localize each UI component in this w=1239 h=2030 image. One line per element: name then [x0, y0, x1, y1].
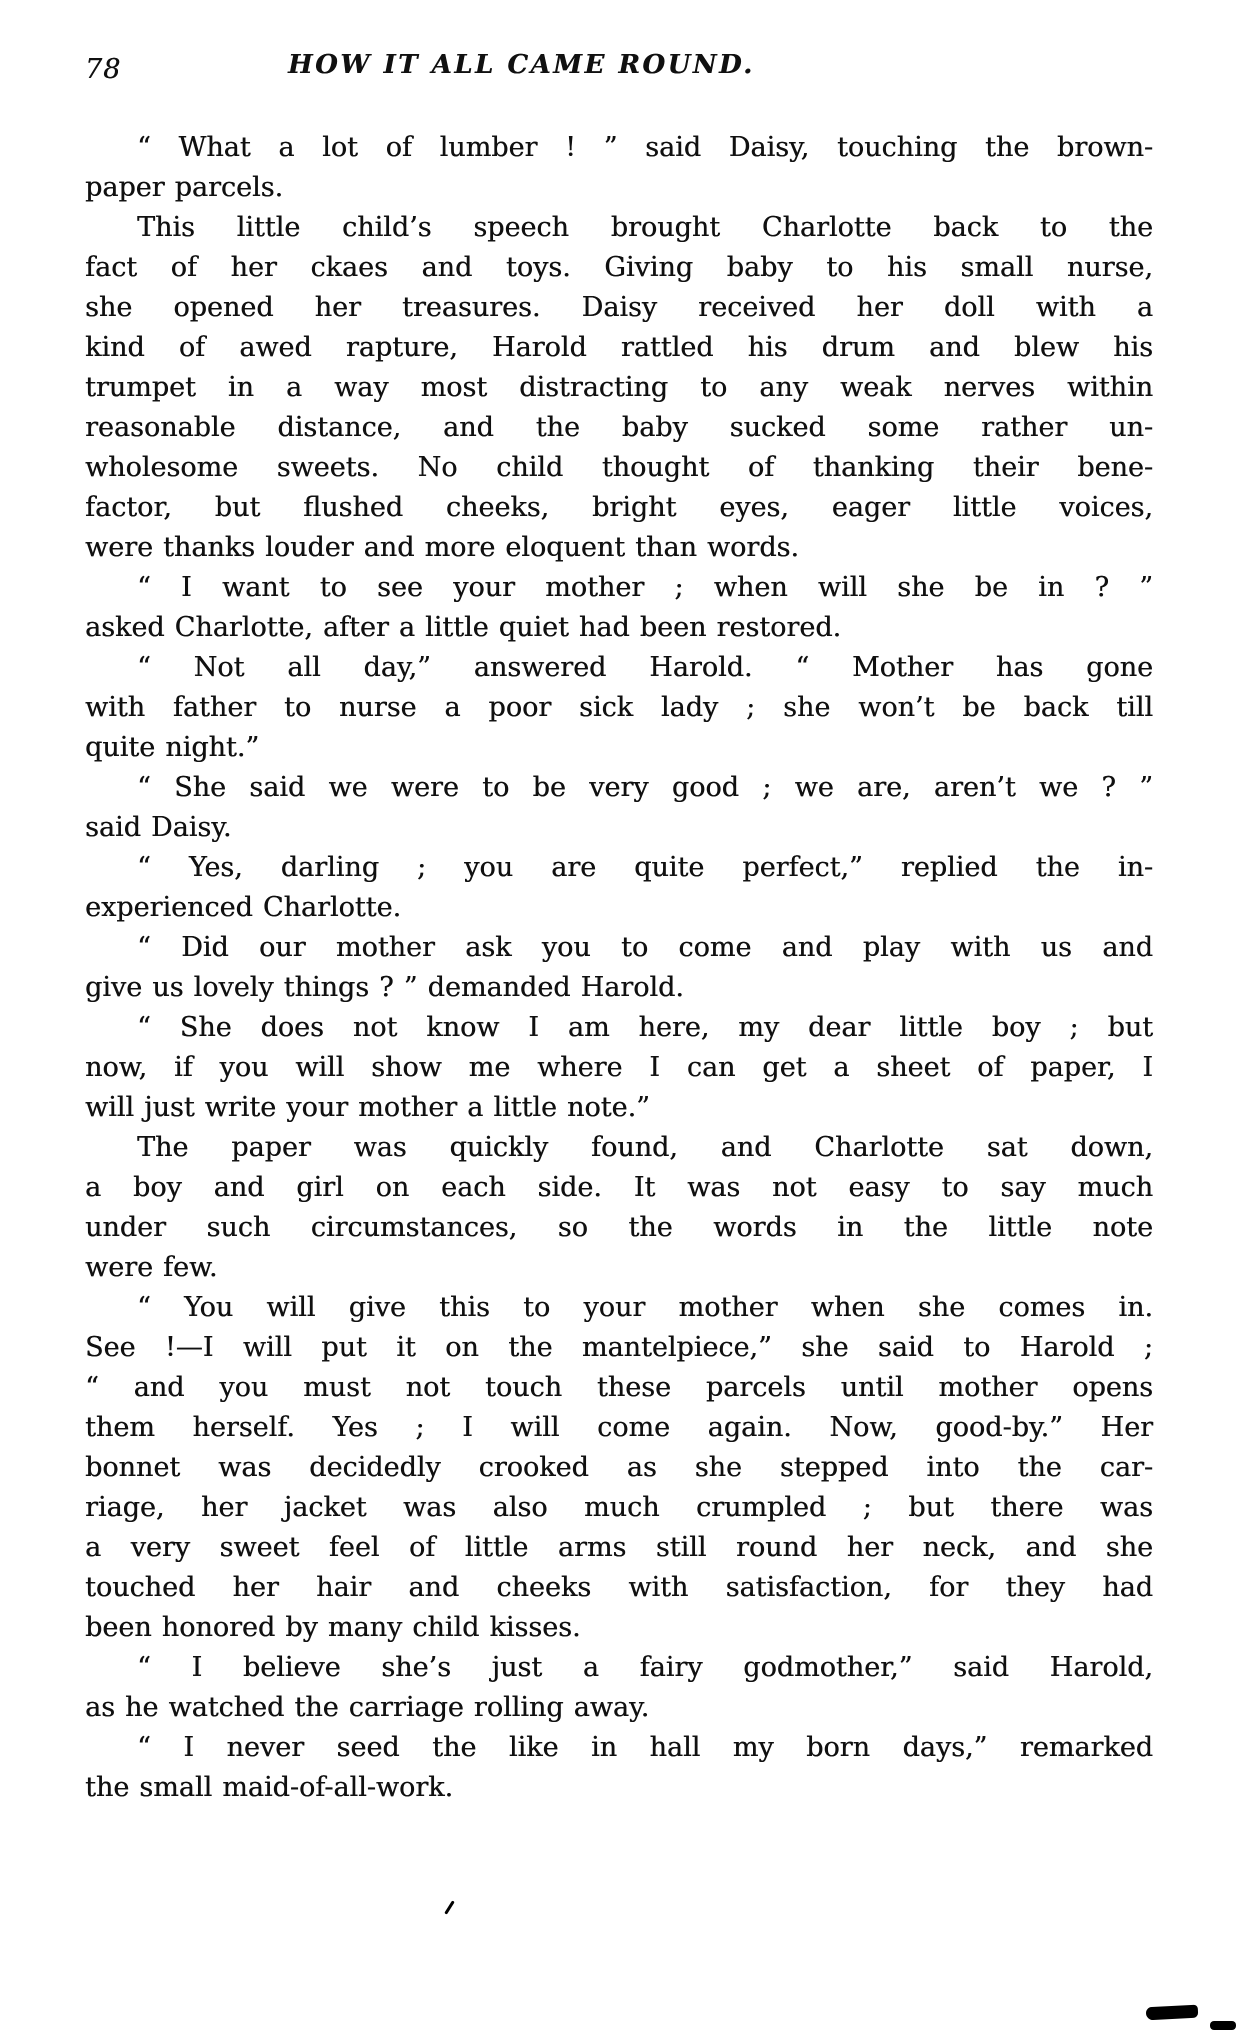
text-line: reasonable distance, and the baby sucked some rather un-: [85, 412, 1153, 443]
text-line: as he watched the carriage rolling away.: [85, 1692, 650, 1723]
text-line: experienced Charlotte.: [85, 892, 402, 923]
text-line: now, if you will show me where I can get a sheet of paper, I: [85, 1052, 1153, 1083]
text-line: with father to nurse a poor sick lady ; she won’t be back till: [85, 692, 1153, 723]
running-title: HOW IT ALL CAME ROUND.: [288, 50, 755, 80]
text-line: quite night.”: [85, 732, 260, 763]
page-number: 78: [85, 54, 122, 85]
ink-smudge-artifact: [1210, 2021, 1236, 2030]
text-line: were thanks louder and more eloquent than words.: [85, 532, 799, 563]
text-line: a boy and girl on each side. It was not easy to say much: [85, 1172, 1153, 1203]
text-line: them herself. Yes ; I will come again. Now, good-by.” Her: [85, 1412, 1153, 1443]
text-line: “ Did our mother ask you to come and play with us and: [137, 932, 1153, 963]
text-line: paper parcels.: [85, 172, 284, 203]
text-line: “ What a lot of lumber ! ” said Daisy, touching the brown-: [137, 132, 1153, 163]
text-line: “ and you must not touch these parcels until mother opens: [85, 1372, 1153, 1403]
body-text: [85, 128, 1153, 1808]
text-line: “ Yes, darling ; you are quite perfect,” replied the in-: [137, 852, 1153, 883]
text-line: This little child’s speech brought Charlotte back to the: [137, 212, 1153, 243]
text-line: fact of her ckaes and toys. Giving baby to his small nurse,: [85, 252, 1153, 283]
text-line: trumpet in a way most distracting to any weak nerves within: [85, 372, 1153, 403]
text-line: “ I never seed the like in hall my born days,” remarked: [137, 1732, 1153, 1763]
text-line: “ She said we were to be very good ; we are, aren’t we ? ”: [137, 772, 1153, 803]
text-line: “ I believe she’s just a fairy godmother,” said Harold,: [137, 1652, 1153, 1683]
text-line: “ Not all day,” answered Harold. “ Mother has gone: [137, 652, 1153, 683]
page-header: [0, 48, 1239, 92]
text-line: “ I want to see your mother ; when will she be in ? ”: [137, 572, 1153, 603]
text-line: give us lovely things ? ” demanded Harold.: [85, 972, 684, 1003]
text-line: factor, but flushed cheeks, bright eyes, eager little voices,: [85, 492, 1153, 523]
text-line: kind of awed rapture, Harold rattled his drum and blew his: [85, 332, 1153, 363]
text-line: been honored by many child kisses.: [85, 1612, 581, 1643]
text-line: under such circumstances, so the words in the little note: [85, 1212, 1153, 1243]
text-line: a very sweet feel of little arms still round her neck, and she: [85, 1532, 1153, 1563]
text-line: bonnet was decidedly crooked as she stepped into the car-: [85, 1452, 1153, 1483]
text-line: were few.: [85, 1252, 218, 1283]
ink-tick-artifact: [444, 1900, 454, 1914]
text-line: she opened her treasures. Daisy received her doll with a: [85, 292, 1153, 323]
text-line: said Daisy.: [85, 812, 232, 843]
text-line: See !—I will put it on the mantelpiece,” she said to Harold ;: [85, 1332, 1153, 1363]
text-line: The paper was quickly found, and Charlotte sat down,: [137, 1132, 1153, 1163]
text-line: will just write your mother a little note.”: [85, 1092, 650, 1123]
text-line: the small maid-of-all-work.: [85, 1772, 454, 1803]
text-line: touched her hair and cheeks with satisfaction, for they had: [85, 1572, 1153, 1603]
text-line: “ You will give this to your mother when she comes in.: [137, 1292, 1153, 1323]
ink-smudge-artifact: [1146, 2005, 1199, 2021]
text-line: asked Charlotte, after a little quiet had been restored.: [85, 612, 842, 643]
text-line: “ She does not know I am here, my dear little boy ; but: [137, 1012, 1153, 1043]
text-line: riage, her jacket was also much crumpled ; but there was: [85, 1492, 1153, 1523]
text-line: wholesome sweets. No child thought of thanking their bene-: [85, 452, 1153, 483]
